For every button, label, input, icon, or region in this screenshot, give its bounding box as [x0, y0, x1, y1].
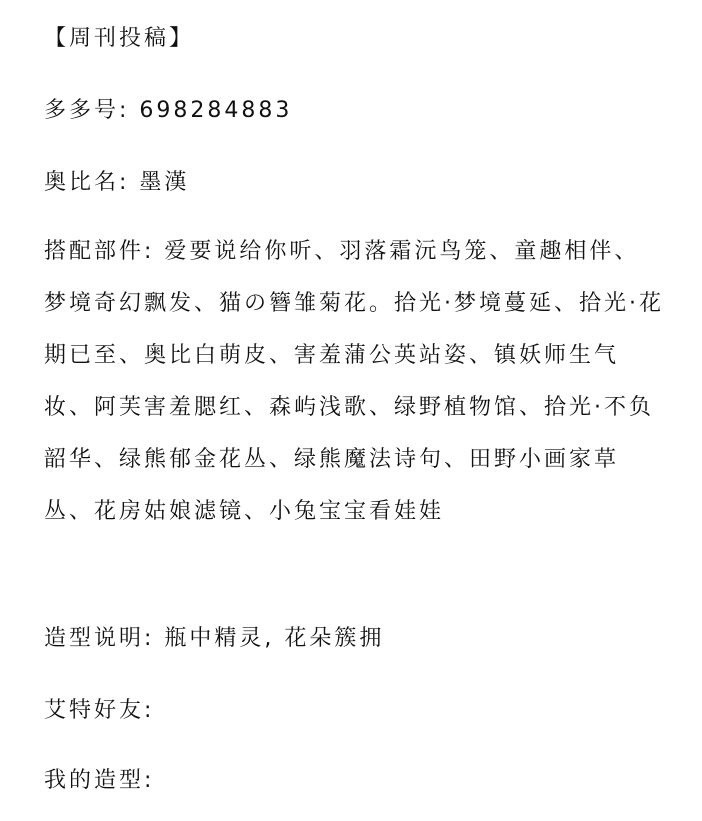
duoduo-id: 多多号: 698284883: [44, 98, 293, 123]
outfit-parts: 搭配部件: 爱要说给你听、羽落霜沅鸟笼、童趣相伴、梦境奇幻飘发、猫の簪雏菊花。拾光·梦境蔓延、拾光·花期已至、奥比白萌皮、害羞蒲公英站姿、镇妖师生气妆、阿芙害羞腮红、森屿浅歌、绿野植物馆、拾光·不负韶华、绿熊郁金花丛、绿熊魔法诗句、田野小画家草丛、花房姑娘滤镜、小兔宝宝看娃娃: [44, 239, 664, 524]
style-description: 造型说明: 瓶中精灵, 花朵簇拥: [44, 626, 385, 651]
my-outfit: 我的造型:: [44, 768, 155, 793]
post-header: 【周刊投稿】: [44, 26, 195, 51]
mention-friends: 艾特好友:: [44, 698, 155, 723]
aobi-name: 奥比名: 墨漢: [44, 170, 190, 195]
